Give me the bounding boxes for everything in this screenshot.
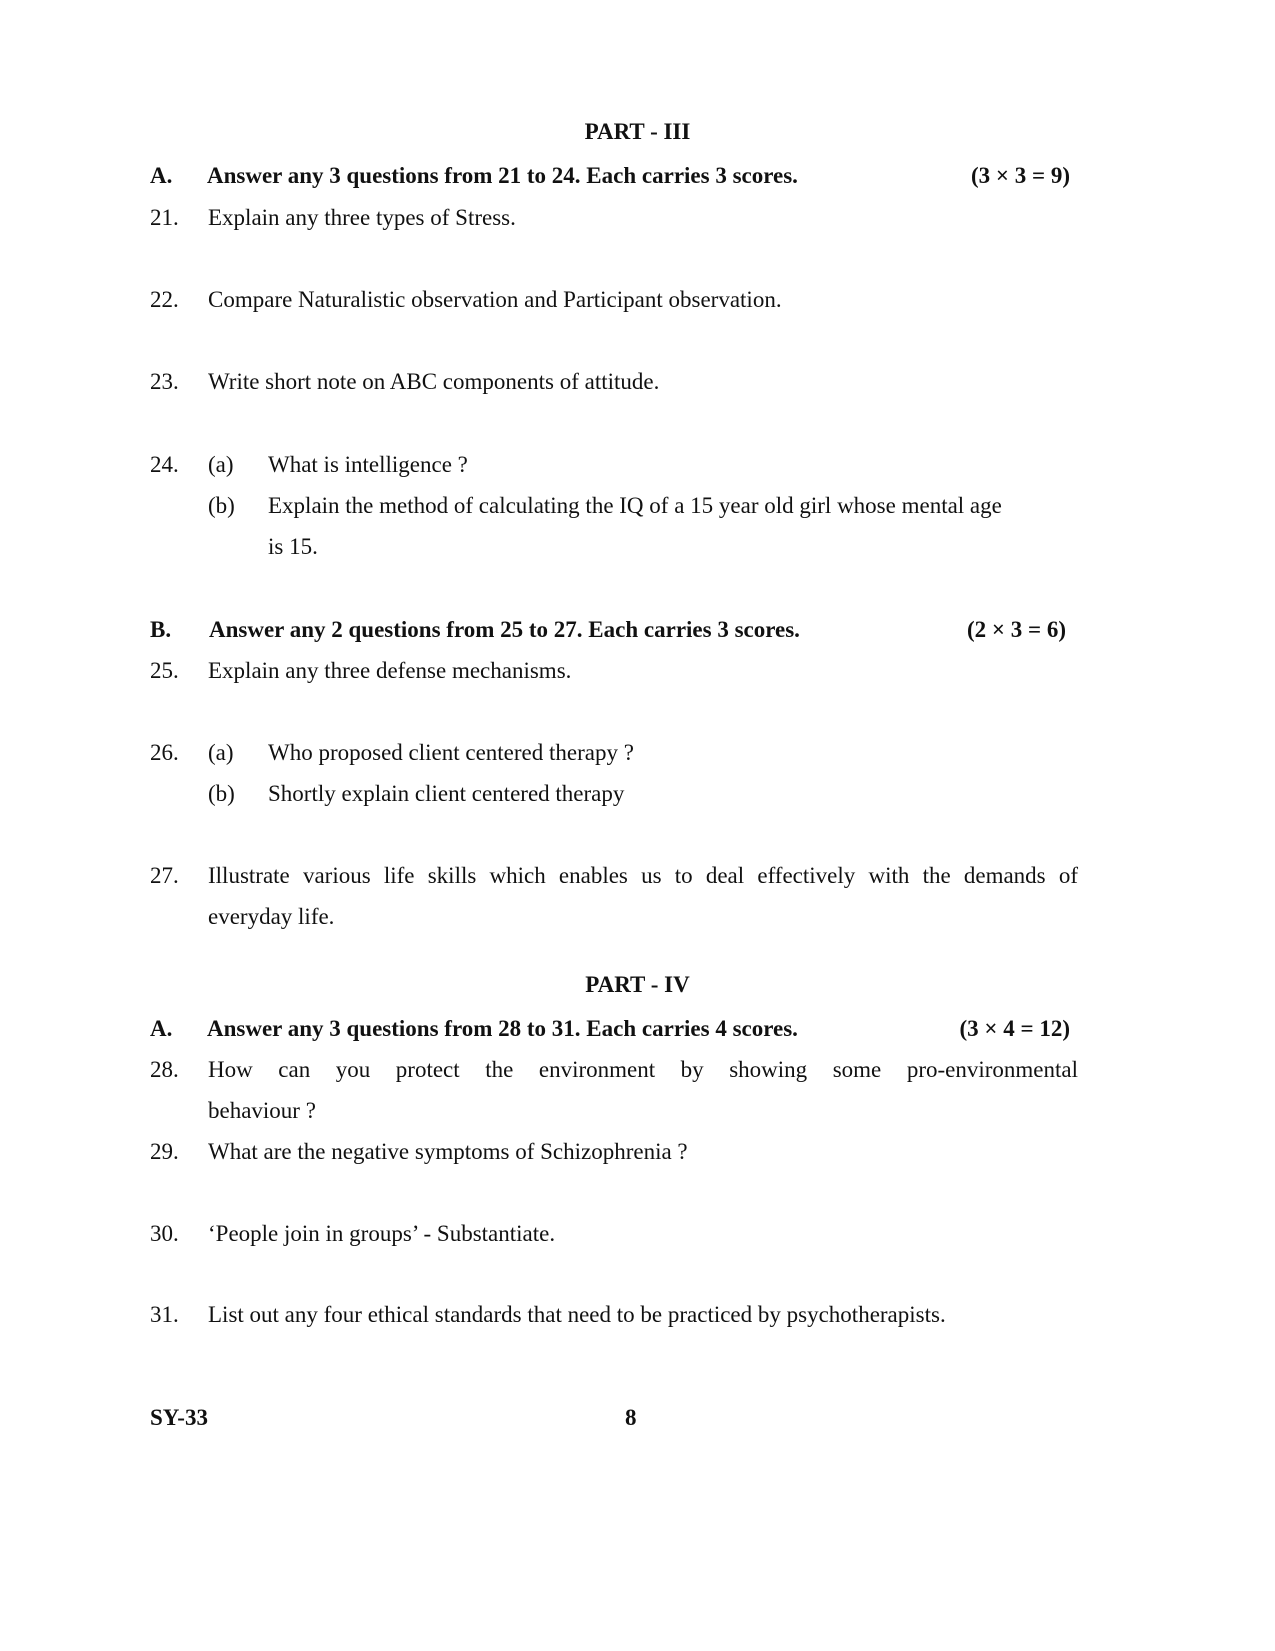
question-text-continued: behaviour ?: [208, 1098, 316, 1123]
question-text: How can you protect the environment by showing some pro-environmental: [208, 1057, 1078, 1082]
subpart-label: (a): [208, 452, 234, 477]
subpart-text: What is intelligence ?: [268, 452, 468, 477]
question-text: Compare Naturalistic observation and Participant observation.: [208, 287, 782, 312]
subpart-label: (a): [208, 740, 234, 765]
question-text: ‘People join in groups’ - Substantiate.: [208, 1221, 556, 1246]
subpart-text: Explain the method of calculating the IQ of a 15 year old girl whose mental age: [268, 493, 1002, 518]
question-text: List out any four ethical standards that need to be practiced by psychotherapists.: [208, 1302, 946, 1327]
question-text: Explain any three types of Stress.: [208, 205, 516, 230]
question-number: 27.: [150, 863, 179, 888]
subpart-label: (b): [208, 781, 235, 806]
part3-section-b-instruction: Answer any 2 questions from 25 to 27. Each carries 3 scores.: [209, 617, 800, 642]
question-number: 29.: [150, 1139, 179, 1164]
question-number: 22.: [150, 287, 179, 312]
part3-section-a-marks: (3 × 3 = 9): [970, 163, 1070, 188]
question-number: 31.: [150, 1302, 179, 1327]
question-text: Write short note on ABC components of attitude.: [208, 369, 660, 394]
question-number: 26.: [150, 740, 179, 765]
footer-code: SY-33: [150, 1405, 208, 1430]
question-number: 30.: [150, 1221, 179, 1246]
part4-section-a-instruction: Answer any 3 questions from 28 to 31. Each carries 4 scores.: [207, 1016, 798, 1041]
subpart-text: Shortly explain client centered therapy: [268, 781, 625, 806]
subpart-label: (b): [208, 493, 235, 518]
page-number: 8: [625, 1405, 637, 1430]
question-text: Illustrate various life skills which enables us to deal effectively with the demands of: [208, 863, 1078, 888]
part4-section-a-marks: (3 × 4 = 12): [959, 1016, 1070, 1041]
part3-section-b-marks: (2 × 3 = 6): [966, 617, 1066, 642]
subpart-text: Who proposed client centered therapy ?: [268, 740, 634, 765]
question-text: Explain any three defense mechanisms.: [208, 658, 572, 683]
part3-section-b-letter: B.: [150, 617, 172, 642]
question-text-continued: everyday life.: [208, 904, 335, 929]
part3-section-a-instruction: Answer any 3 questions from 21 to 24. Each carries 3 scores.: [207, 163, 798, 188]
question-number: 24.: [150, 452, 179, 477]
question-number: 23.: [150, 369, 179, 394]
question-number: 21.: [150, 205, 179, 230]
question-number: 25.: [150, 658, 179, 683]
subpart-text-continued: is 15.: [268, 534, 318, 559]
part3-heading: PART - III: [584, 119, 691, 144]
question-number: 28.: [150, 1057, 179, 1082]
part4-section-a-letter: A.: [150, 1016, 173, 1041]
part4-heading: PART - IV: [585, 972, 690, 997]
part3-section-a-letter: A.: [150, 163, 173, 188]
question-text: What are the negative symptoms of Schizophrenia ?: [208, 1139, 688, 1164]
